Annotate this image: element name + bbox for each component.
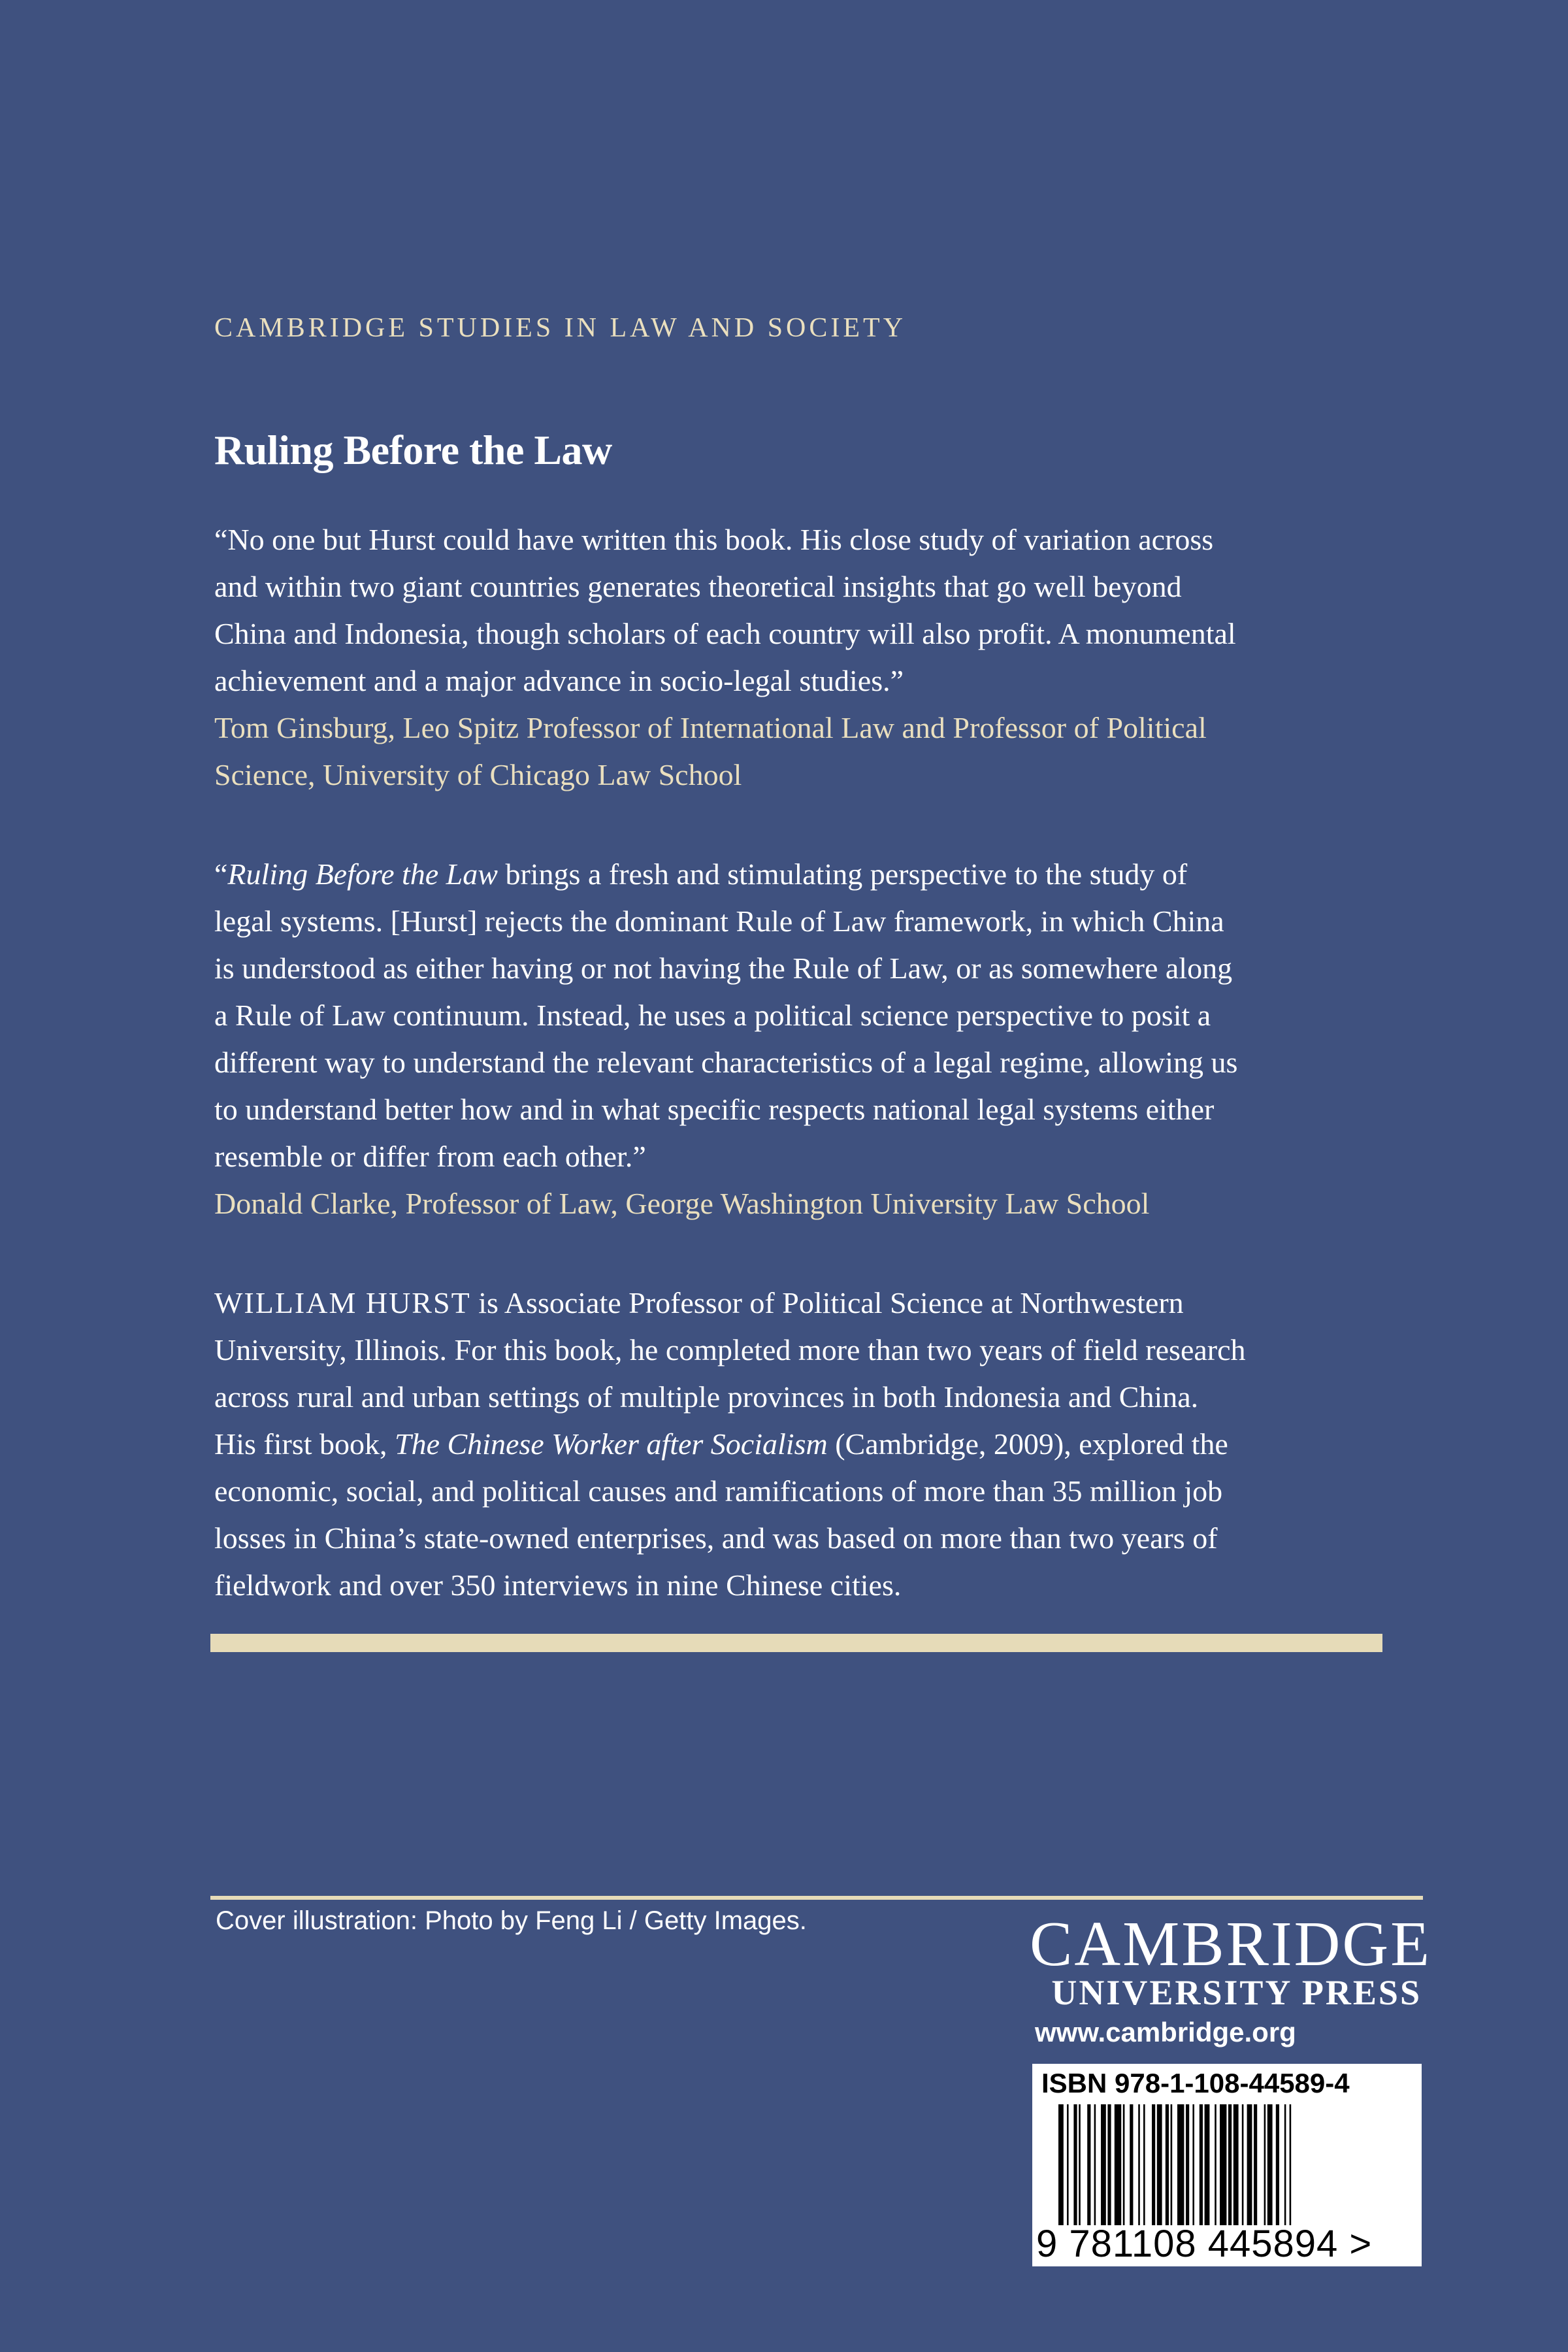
barcode-bar [1171, 2104, 1173, 2225]
barcode-bar [1101, 2104, 1106, 2225]
barcode-bar [1186, 2104, 1189, 2225]
book-title: Ruling Before the Law [214, 427, 612, 473]
bio-line: University, Illinois. For this book, he completed more than two years of field research [214, 1333, 1246, 1366]
barcode-bar [1228, 2104, 1232, 2225]
quote-text: brings a fresh and stimulating perspective to the study of [497, 857, 1188, 891]
barcode-bar [1220, 2104, 1226, 2225]
barcode-digits: 9 781108 445894 > [1036, 2223, 1373, 2265]
author-bio [214, 1280, 1390, 1609]
bio-line: economic, social, and political causes and ramifications of more than 35 million job [214, 1474, 1223, 1508]
barcode-icon [1058, 2104, 1411, 2225]
quote-line [214, 851, 1390, 898]
barcode-bar [1267, 2104, 1273, 2225]
barcode-bar [1073, 2104, 1077, 2225]
barcode-bar [1143, 2104, 1145, 2225]
blurb-quote-1 [214, 516, 1390, 799]
bio-text: (Cambridge, 2009), explored the [827, 1427, 1228, 1461]
barcode-bar [1166, 2104, 1169, 2225]
publisher-logo-name: CAMBRIDGE [1030, 1909, 1432, 1979]
barcode-bar [1264, 2104, 1266, 2225]
barcode-bar [1177, 2104, 1184, 2225]
open-quote: “ [214, 857, 228, 891]
bio-line [214, 1421, 1390, 1468]
quote-line: China and Indonesia, though scholars of each country will also profit. A monumental [214, 617, 1236, 650]
book-title-italic: Ruling Before the Law [227, 857, 498, 891]
barcode-bar [1087, 2104, 1090, 2225]
footer-rule [210, 1896, 1423, 1900]
bio-text: His first book, [214, 1427, 395, 1461]
quote-attribution: Science, University of Chicago Law School [214, 758, 742, 791]
quote-line: different way to understand the relevant characteristics of a legal regime, allowing us [214, 1046, 1238, 1079]
blurb-quote-2 [214, 851, 1390, 1227]
author-name: WILLIAM HURST [214, 1286, 471, 1319]
barcode-bar [1247, 2104, 1252, 2225]
previous-book-title: The Chinese Worker after Socialism [395, 1427, 828, 1461]
barcode-bar [1233, 2104, 1239, 2225]
barcode-bar [1067, 2104, 1069, 2225]
quote-line: and within two giant countries generates theoretical insights that go well beyond [214, 570, 1182, 603]
barcode-bar [1138, 2104, 1140, 2225]
quote-line: to understand better how and in what specific respects national legal systems either [214, 1093, 1215, 1126]
barcode-bar [1276, 2104, 1279, 2225]
barcode-bar [1157, 2104, 1162, 2225]
barcode-bar [1284, 2104, 1286, 2225]
quote-attribution: Tom Ginsburg, Leo Spitz Professor of International Law and Professor of Political [214, 711, 1207, 744]
divider-rule [210, 1634, 1382, 1652]
barcode-bar [1215, 2104, 1217, 2225]
barcode-bar [1200, 2104, 1203, 2225]
barcode-bar [1254, 2104, 1257, 2225]
barcode-bar [1094, 2104, 1096, 2225]
barcode-bar [1242, 2104, 1244, 2225]
barcode-bar [1290, 2104, 1292, 2225]
bio-line [214, 1280, 1390, 1327]
quote-line: achievement and a major advance in socio-legal studies.” [214, 664, 904, 697]
cover-credit: Cover illustration: Photo by Feng Li / Getty Images. [216, 1906, 807, 1935]
quote-line: a Rule of Law continuum. Instead, he uses a political science perspective to posit a [214, 999, 1211, 1032]
series-name: CAMBRIDGE STUDIES IN LAW AND SOCIETY [214, 313, 907, 343]
quote-attribution: Donald Clarke, Professor of Law, George Washington University Law School [214, 1187, 1150, 1220]
isbn-label: ISBN 978-1-108-44589-4 [1041, 2068, 1350, 2098]
barcode-bar [1130, 2104, 1133, 2225]
publisher-url: www.cambridge.org [1035, 2017, 1296, 2047]
barcode-bar [1115, 2104, 1121, 2225]
barcode-bar [1079, 2104, 1081, 2225]
bio-line: losses in China’s state-owned enterprises, and was based on more than two years of [214, 1521, 1218, 1555]
quote-line: legal systems. [Hurst] rejects the dominant Rule of Law framework, in which China [214, 904, 1224, 938]
bio-line: across rural and urban settings of multiple provinces in both Indonesia and China. [214, 1380, 1199, 1414]
publisher-logo-subtitle: UNIVERSITY PRESS [1051, 1973, 1422, 2012]
barcode-bar [1107, 2104, 1111, 2225]
quote-line: resemble or differ from each other.” [214, 1140, 646, 1173]
barcode-bar [1152, 2104, 1155, 2225]
quote-line: is understood as either having or not having the Rule of Law, or as somewhere along [214, 952, 1233, 985]
barcode-bar [1192, 2104, 1194, 2225]
quote-line: “No one but Hurst could have written this book. His close study of variation across [214, 523, 1214, 556]
barcode-bar [1058, 2104, 1064, 2225]
bio-text: is Associate Professor of Political Science at Northwestern [470, 1286, 1184, 1319]
barcode-bar [1205, 2104, 1210, 2225]
bio-line: fieldwork and over 350 interviews in nine Chinese cities. [214, 1568, 902, 1602]
barcode-bar [1123, 2104, 1125, 2225]
